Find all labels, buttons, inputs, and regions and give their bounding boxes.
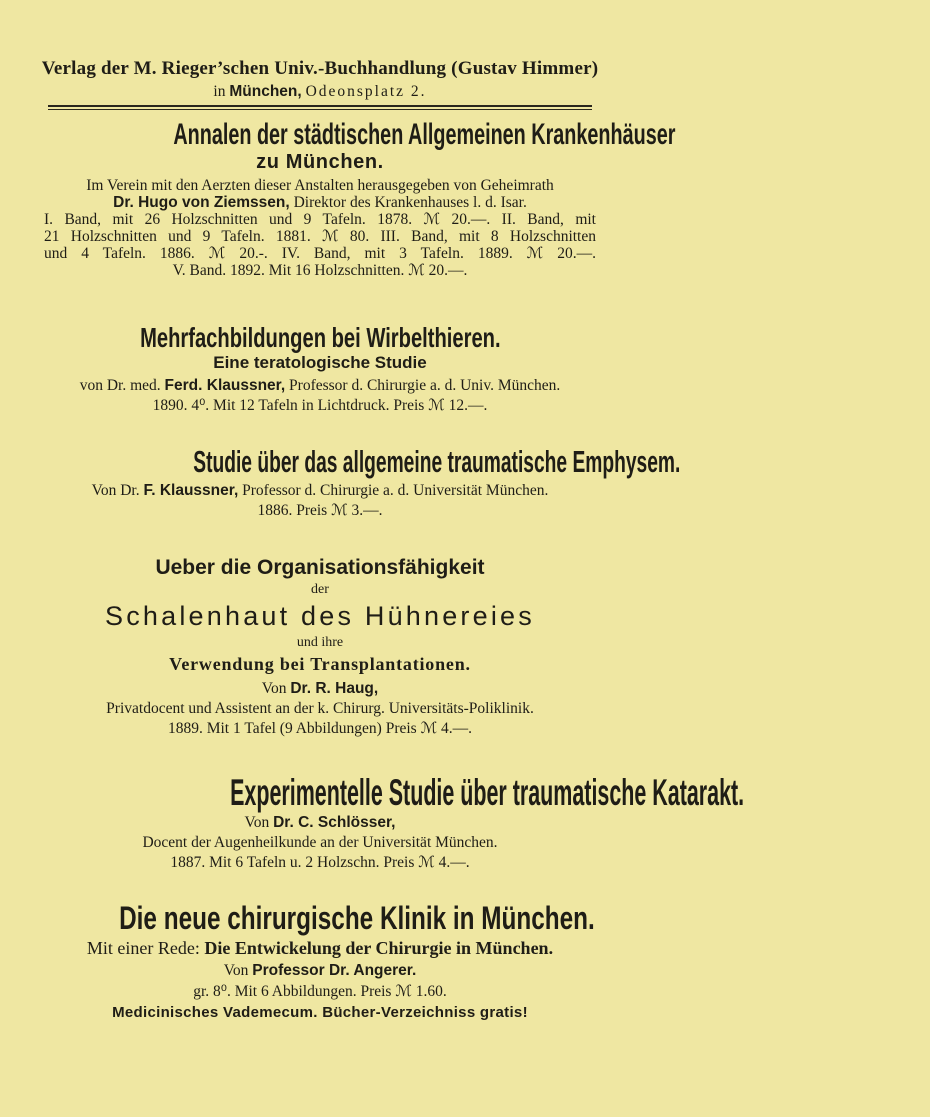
- entry-main-title: Schalenhaut des Hühnereies: [105, 601, 535, 631]
- address-street: Odeonsplatz 2.: [305, 83, 427, 100]
- divider-rule: [48, 105, 592, 107]
- entry-line: 1890. 4⁰. Mit 12 Tafeln in Lichtdruck. Preis ℳ 12.—.: [152, 397, 488, 414]
- entry-subtitle: zu München.: [256, 151, 384, 173]
- entry-annalen: [44, 118, 676, 279]
- entry-mehrfachbildungen: [44, 322, 596, 414]
- author-role: Direktor des Krankenhauses l. d. Isar.: [293, 194, 527, 211]
- entry-line: [44, 680, 596, 697]
- entry-connector: und ihre: [296, 635, 344, 650]
- entry-line: Privatdocent und Assistent an der k. Chirurg. Universitäts-Poliklinik.: [106, 700, 534, 717]
- entry-subtitle: Verwendung bei Transplantationen.: [169, 654, 471, 674]
- entry-line: Im Verein mit den Aerzten dieser Anstalten herausgegeben von Geheimrath: [86, 177, 554, 194]
- entry-schalenhaut: [44, 556, 596, 737]
- entry-connector: der: [311, 582, 329, 597]
- entry-line: und 4 Tafeln. 1886. ℳ 20.-. IV. Band, mit 3 Tafeln. 1889. ℳ 20.—.: [44, 245, 596, 262]
- catalogue-note: Medicinisches Vademecum. Bücher-Verzeichniss gratis!: [112, 1004, 528, 1021]
- entry-line: V. Band. 1892. Mit 16 Holzschnitten. ℳ 20.—.: [172, 262, 468, 279]
- entry-katarakt: [44, 772, 745, 871]
- entry-title: Studie über das allgemeine traumatische Emphysem.: [193, 444, 681, 479]
- author-name: Dr. R. Haug,: [290, 680, 379, 697]
- entry-title: Ueber die Organisationsfähigkeit: [155, 556, 485, 579]
- entry-klinik: [44, 900, 596, 1021]
- entry-line: [44, 814, 596, 831]
- entry-line: gr. 8⁰. Mit 6 Abbildungen. Preis ℳ 1.60.: [193, 983, 447, 1000]
- entry-line: 21 Holzschnitten und 9 Tafeln. 1881. ℳ 80. III. Band, mit 8 Holzschnitten: [44, 228, 596, 245]
- entry-title: Die neue chirurgische Klinik in München.: [119, 900, 595, 936]
- entry-line: 1887. Mit 6 Tafeln u. 2 Holzschn. Preis ℳ 4.—.: [170, 854, 470, 871]
- entry-title: Experimentelle Studie über traumatische Katarakt.: [230, 772, 745, 813]
- divider-rule: [48, 109, 592, 110]
- author-prefix: Von: [223, 962, 249, 979]
- author-name: Dr. Hugo von Ziemssen,: [113, 194, 290, 211]
- speech-prefix: Mit einer Rede:: [86, 938, 200, 958]
- speech-title: Die Entwickelung der Chirurgie in München.: [204, 938, 554, 958]
- entry-line: Docent der Augenheilkunde an der Universität München.: [142, 834, 498, 851]
- author-role: Professor d. Chirurgie a. d. Universität München.: [242, 482, 549, 499]
- entry-line: [44, 962, 596, 979]
- address-prefix: in: [213, 83, 226, 100]
- author-prefix: Von: [261, 680, 287, 697]
- entry-title: Mehrfachbildungen bei Wirbelthieren.: [139, 322, 501, 353]
- author-name: F. Klaussner,: [143, 482, 239, 499]
- entry-line: [44, 482, 596, 499]
- author-name: Ferd. Klaussner,: [164, 377, 286, 394]
- author-prefix: Von: [244, 814, 270, 831]
- entry-emphysem: [44, 444, 681, 519]
- entry-line: I. Band, mit 26 Holzschnitten und 9 Tafeln. 1878. ℳ 20.—. II. Band, mit: [44, 211, 596, 228]
- entry-line: [44, 194, 596, 211]
- address-city: München,: [229, 83, 302, 100]
- entry-subtitle: Eine teratologische Studie: [213, 353, 427, 372]
- publisher-address: [0, 83, 640, 101]
- author-name: Dr. C. Schlösser,: [273, 814, 396, 831]
- author-prefix: von Dr. med.: [79, 377, 161, 394]
- publisher-line: Verlag der M. Rieger’schen Univ.-Buchhandlung (Gustav Himmer): [41, 58, 599, 79]
- entry-line: 1886. Preis ℳ 3.—.: [257, 502, 383, 519]
- entry-line: [44, 937, 596, 959]
- author-name: Professor Dr. Angerer.: [252, 962, 417, 979]
- entry-line: [44, 377, 596, 394]
- entry-title: Annalen der städtischen Allgemeinen Krankenhäuser: [173, 118, 676, 151]
- entry-line: 1889. Mit 1 Tafel (9 Abbildungen) Preis ℳ 4.—.: [167, 720, 473, 737]
- author-prefix: Von Dr.: [91, 482, 140, 499]
- author-role: Professor d. Chirurgie a. d. Univ. München.: [289, 377, 561, 394]
